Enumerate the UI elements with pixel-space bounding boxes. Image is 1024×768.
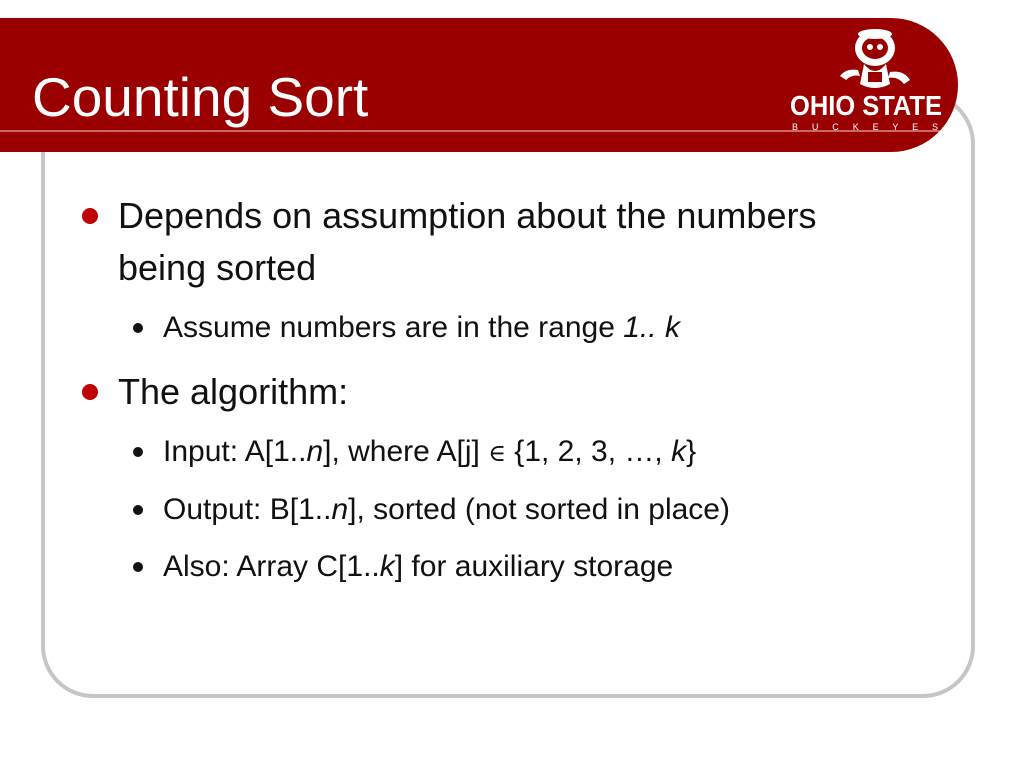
subbullet-text: ], sorted (not sorted in place) xyxy=(348,493,730,526)
bullet-dot-icon xyxy=(133,323,143,333)
subbullet-text: Also: Array C[1.. xyxy=(163,550,380,583)
subbullet-text: Output: B[1.. xyxy=(163,493,332,526)
var-n: n xyxy=(306,435,324,468)
logo-wordmark: OHIO STATE xyxy=(790,90,942,121)
var-k: k xyxy=(671,435,687,468)
subbullet-text: } xyxy=(686,435,697,468)
bullet-dot-icon xyxy=(82,208,98,224)
subbullet-text: ] for auxiliary storage xyxy=(394,550,674,583)
logo-subtext: B U C K E Y E S xyxy=(792,122,938,132)
logo-trademark: TM xyxy=(942,128,951,134)
bullet-algorithm xyxy=(118,366,878,418)
var-n: n xyxy=(331,493,349,526)
subbullet-auxiliary xyxy=(163,547,963,587)
range-expression: 1.. k xyxy=(623,311,680,344)
bullet-dot-icon xyxy=(133,447,143,457)
bullet-depends xyxy=(118,190,878,294)
bullet-dot-icon xyxy=(133,562,143,572)
subbullet-range xyxy=(163,308,963,348)
subbullet-text: ], where A[j] xyxy=(323,435,489,468)
slide-title: Counting Sort xyxy=(32,66,369,128)
var-k: k xyxy=(379,550,395,583)
subbullet-text: Input: A[1.. xyxy=(163,435,307,468)
subbullet-output xyxy=(163,490,963,530)
bullet-dot-icon xyxy=(82,384,98,400)
subbullet-text: Assume numbers are in the range xyxy=(163,311,624,344)
bullet-dot-icon xyxy=(133,505,143,515)
element-of-symbol: ∈ xyxy=(488,439,506,467)
subbullet-input xyxy=(163,432,963,473)
bullet-text: Depends on assumption about the numbers being sorted xyxy=(118,195,817,288)
subbullet-text: {1, 2, 3, …, xyxy=(505,435,672,468)
bullet-text: The algorithm: xyxy=(118,371,349,412)
